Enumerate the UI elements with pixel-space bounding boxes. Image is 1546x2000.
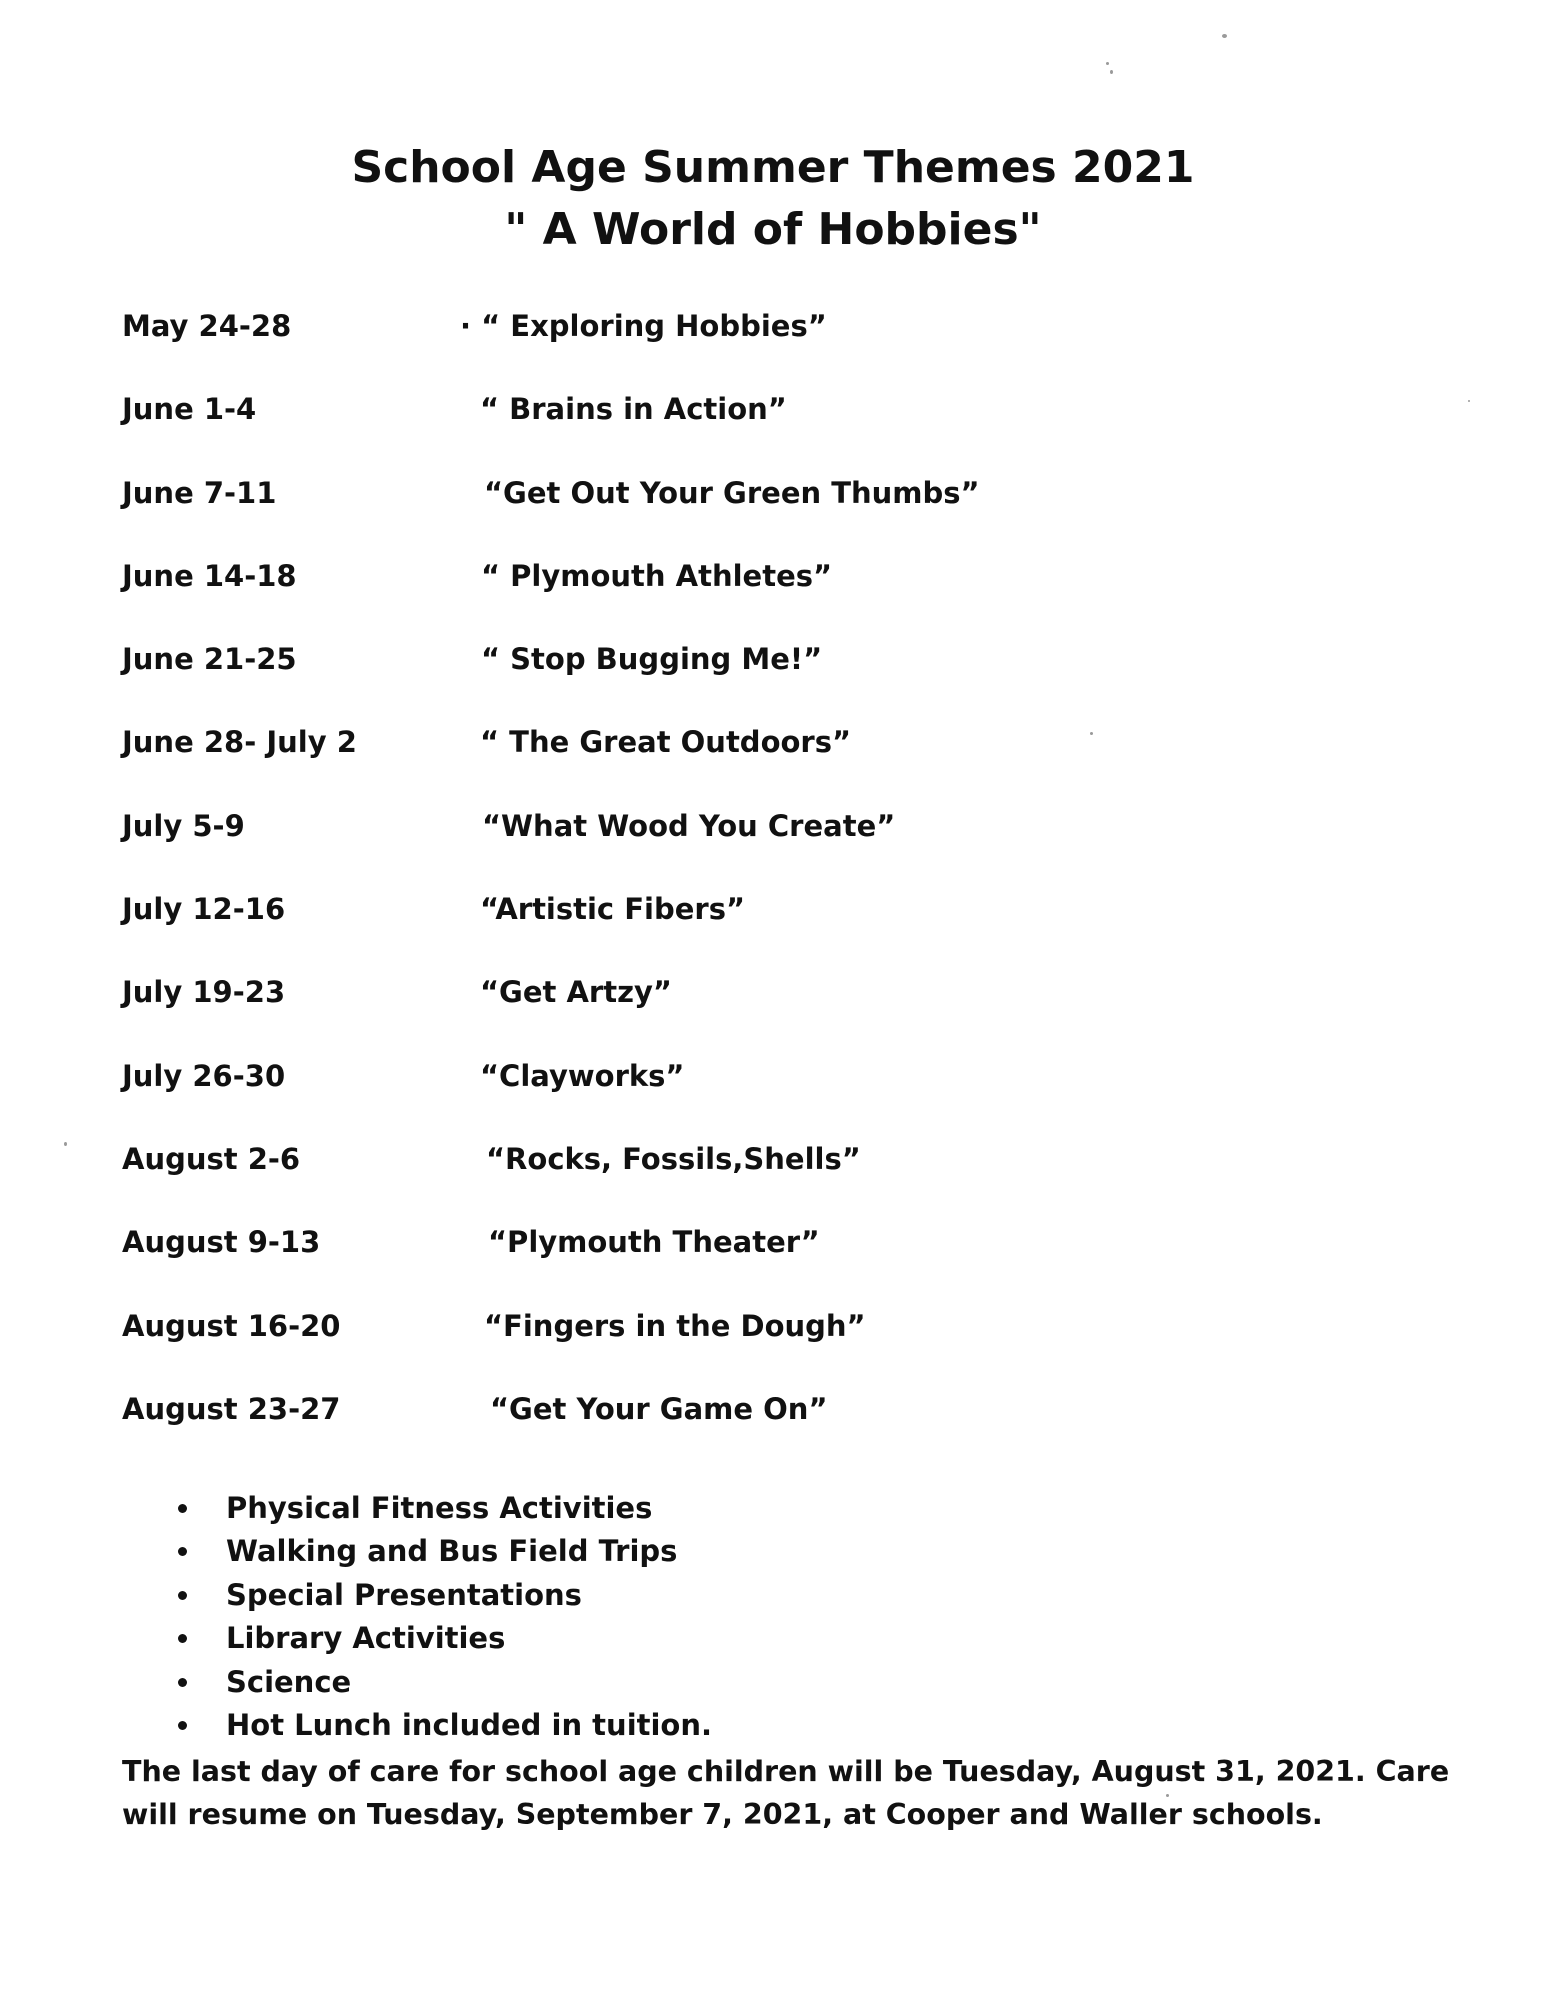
list-item-text: Library Activities (226, 1621, 506, 1656)
week-theme: “ Brains in Action” (480, 392, 787, 427)
week-theme: “Get Out Your Green Thumbs” (484, 475, 980, 510)
week-date: June 7-11 (122, 475, 277, 510)
week-date: June 28- July 2 (122, 725, 357, 760)
page-subtitle: " A World of Hobbies" (504, 204, 1042, 255)
week-theme: · “ Exploring Hobbies” (460, 309, 827, 343)
schedule-row (122, 556, 1422, 639)
week-date: August 9-13 (122, 1225, 321, 1260)
week-theme: “Artistic Fibers” (480, 892, 746, 927)
week-date: July 12-16 (122, 892, 286, 927)
week-theme: “Get Your Game On” (490, 1391, 828, 1426)
list-item-text: Physical Fitness Activities (226, 1491, 653, 1525)
schedule-row (122, 1139, 1422, 1222)
list-item-text: Walking and Bus Field Trips (226, 1534, 678, 1569)
schedule-row (122, 722, 1422, 805)
closing-note: The last day of care for school age children will be Tuesday, August 31, 2021. Care will resume on Tuesday, September 7, 2021, at Cooper and Waller schools. (122, 1755, 1450, 1831)
week-date: July 5-9 (122, 808, 245, 843)
scan-speck (64, 1142, 67, 1146)
scan-speck (1090, 732, 1093, 735)
schedule-row (122, 806, 1422, 889)
week-date: June 1-4 (122, 392, 257, 427)
week-date: August 23-27 (122, 1391, 341, 1426)
schedule-row (122, 1306, 1422, 1389)
week-theme: “What Wood You Create” (482, 808, 896, 843)
week-date: May 24-28 (122, 309, 292, 343)
schedule-row (122, 473, 1422, 556)
bullet-icon (178, 1634, 187, 1643)
bullet-icon (178, 1721, 187, 1730)
list-item-text: Science (226, 1664, 352, 1699)
scan-speck (1222, 34, 1227, 38)
schedule-row (122, 972, 1422, 1055)
week-date: June 21-25 (122, 642, 297, 677)
schedule-row (122, 639, 1422, 722)
schedule-row (122, 1056, 1422, 1139)
week-date: August 16-20 (122, 1308, 341, 1343)
scan-speck (1166, 1794, 1169, 1797)
list-item-text: Special Presentations (226, 1577, 582, 1612)
week-date: July 19-23 (122, 975, 286, 1010)
schedule-row (122, 389, 1422, 472)
schedule-row (122, 306, 1422, 389)
bullet-icon (178, 1678, 187, 1687)
bullet-icon (178, 1504, 187, 1513)
list-item-text: Hot Lunch included in tuition. (226, 1707, 713, 1742)
bullet-icon (178, 1591, 187, 1600)
theme-schedule (122, 306, 1422, 1472)
week-theme: “Get Artzy” (480, 975, 672, 1010)
week-theme: “Plymouth Theater” (488, 1225, 820, 1260)
scan-speck (1468, 400, 1470, 402)
bullet-icon (178, 1547, 187, 1556)
week-theme: “Fingers in the Dough” (484, 1308, 866, 1343)
week-date: August 2-6 (122, 1141, 301, 1176)
schedule-row (122, 1222, 1422, 1305)
page-title: School Age Summer Themes 2021 (351, 142, 1195, 193)
week-date: June 14-18 (122, 558, 297, 593)
schedule-row (122, 1389, 1422, 1472)
week-theme: “Rocks, Fossils,Shells” (486, 1141, 861, 1176)
week-theme: “Clayworks” (480, 1058, 685, 1093)
week-theme: “ The Great Outdoors” (480, 725, 852, 760)
scan-speck (1110, 70, 1113, 74)
week-date: July 26-30 (122, 1058, 286, 1093)
week-theme: “ Stop Bugging Me!” (481, 642, 823, 677)
schedule-row (122, 889, 1422, 972)
scan-speck (1106, 62, 1109, 65)
week-theme: “ Plymouth Athletes” (481, 558, 833, 593)
